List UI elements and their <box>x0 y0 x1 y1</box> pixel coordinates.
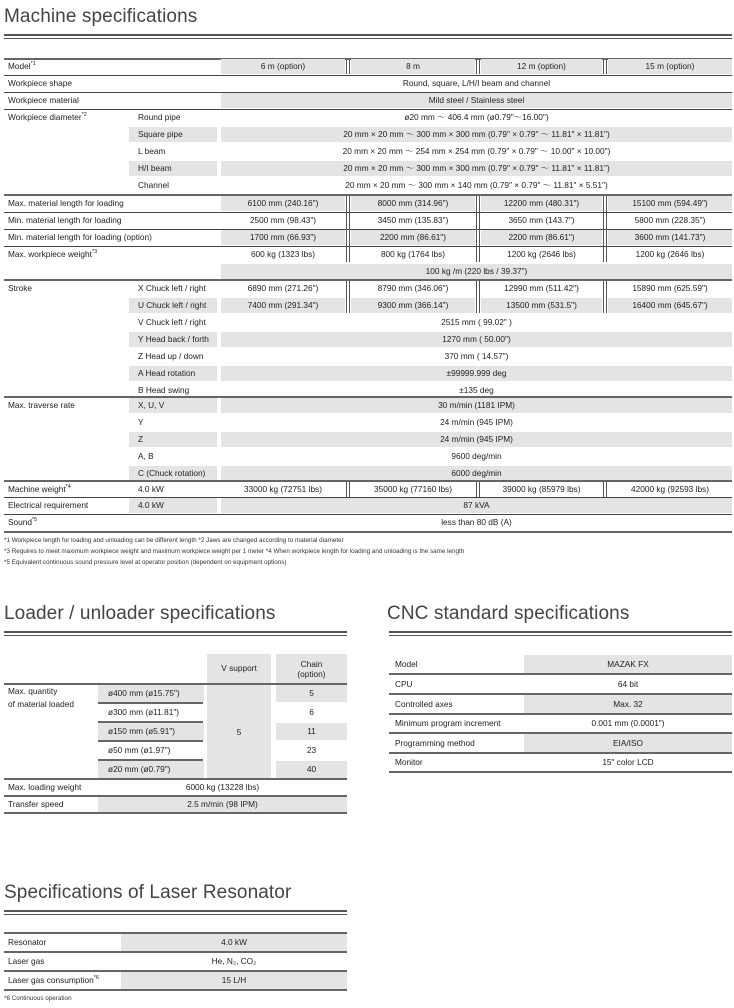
machine-weight-6m: 33000 kg (72751 lbs) <box>244 484 322 494</box>
stroke-x-8m: 8790 mm (346.06") <box>377 283 449 293</box>
shape-value: Round, square, L/H/I beam and channel <box>402 78 551 88</box>
electrical-value: 87 kVA <box>221 498 732 513</box>
stroke-x-label: X Chuck left / right <box>138 283 206 293</box>
max-length-6m: 6100 mm (240.16") <box>221 196 345 211</box>
transfer-speed-value: 2.5 m/min (98 IPM) <box>98 797 347 812</box>
electrical-sub: 4.0 kW <box>129 498 217 513</box>
max-length-label: Max. material length for loading <box>8 198 124 208</box>
title-rule-thin <box>4 38 732 39</box>
diameter-square-value: 20 mm × 20 mm ～ 300 mm × 300 mm (0.79" × 0.79" ～ 11.81" × 11.81") <box>221 127 732 142</box>
loader-size-50: ø50 mm (ø1.97") <box>108 745 171 755</box>
col-sep <box>476 482 480 497</box>
cnc-model-value: MAZAK FX <box>524 655 732 673</box>
stroke-v-value: 2515 mm ( 99.02" ) <box>441 317 512 327</box>
traverse-xuv-label: X, U, V <box>129 398 217 413</box>
traverse-c-label: C (Chuck rotation) <box>129 466 217 481</box>
loader-chain-400: 5 <box>276 685 347 702</box>
diameter-label: Workpiece diameter$^{*2}$ <box>8 112 87 122</box>
traverse-c-value: 6000 deg/min <box>221 466 732 481</box>
stroke-b-value: ±135 deg <box>459 385 494 395</box>
col-chain <box>276 654 347 683</box>
electrical-label: Electrical requirement <box>8 500 89 510</box>
title-rule-thin <box>4 635 347 636</box>
loader-chain-300: 6 <box>309 707 314 717</box>
laser-gas-label: Laser gas <box>8 956 45 966</box>
cnc-axes-label: Controlled axes <box>395 699 453 709</box>
material-value: Mild steel / Stainless steel <box>221 93 732 108</box>
col-chain-line2: (option) <box>297 669 326 679</box>
cnc-axes-value: Max. 32 <box>524 695 732 713</box>
col-sep <box>476 59 480 74</box>
qty-label <box>8 685 74 711</box>
title-rule <box>4 910 347 912</box>
machine-weight-15m: 42000 kg (92593 lbs) <box>631 484 709 494</box>
max-length-12m: 12200 mm (480.31") <box>481 196 602 211</box>
footnote-2: *3 Requires to meet maximum workpiece weight and maximum workpiece weight per 1 meter *4 When workpiece length for loading and unloading is the same length <box>4 548 465 555</box>
max-loading-weight-value: 6000 kg (13228 lbs) <box>185 782 260 792</box>
min-length-option-12m: 2200 mm (86.61") <box>481 230 602 245</box>
col-sep <box>603 482 607 497</box>
min-length-option-15m: 3600 mm (141.73") <box>608 230 732 245</box>
col-sep <box>346 281 350 313</box>
stroke-u-8m: 9300 mm (366.14") <box>351 298 475 313</box>
footnote-1: *1 Workpiece length for loading and unloading can be different length *2 Jaws are changed according to material diameter <box>4 537 344 544</box>
qty-label-line2: of material loaded <box>8 699 74 709</box>
diameter-round-value: ø20 mm ～ 406.4 mm (ø0.79"～16.00") <box>404 112 549 122</box>
diameter-round-label: Round pipe <box>138 112 181 122</box>
traverse-xuv-value: 30 m/min (1181 IPM) <box>221 398 732 413</box>
cnc-programming-value: EIA/ISO <box>524 734 732 752</box>
cnc-monitor-value: 15" color LCD <box>602 757 654 767</box>
title-rule <box>4 34 732 36</box>
stroke-z-value: 370 mm ( 14.57") <box>444 351 509 361</box>
wp-weight-6m: 600 kg (1323 lbs) <box>250 249 316 259</box>
model-6m: 6 m (option) <box>221 59 345 74</box>
traverse-z-label: Z <box>129 432 217 447</box>
loader-size-150: ø150 mm (ø5.91") <box>98 723 204 740</box>
diameter-hbeam-value: 20 mm × 20 mm ～ 300 mm × 300 mm (0.79" × 0.79" ～ 11.81" × 11.81") <box>221 161 732 176</box>
row-divider <box>4 531 732 533</box>
loader-size-20: ø20 mm (ø0.79") <box>98 761 204 778</box>
stroke-x-15m: 15890 mm (625.59") <box>632 283 708 293</box>
col-sep <box>476 196 480 262</box>
wp-weight-per-meter: 100 kg /m (220 lbs / 39.37") <box>221 264 732 279</box>
traverse-y-label: Y <box>138 417 144 427</box>
diameter-square-label: Square pipe <box>129 127 217 142</box>
model-15m: 15 m (option) <box>608 59 732 74</box>
cnc-programming-label: Programming method <box>395 738 475 748</box>
sound-label: Sound$^{*5}$ <box>8 517 38 527</box>
wp-weight-8m: 800 kg (1764 lbs) <box>380 249 446 259</box>
row-divider <box>389 771 732 773</box>
max-length-15m: 15100 mm (594.49") <box>608 196 732 211</box>
col-sep <box>603 281 607 313</box>
stroke-x-12m: 12990 mm (511.42") <box>504 283 579 293</box>
stroke-u-15m: 16400 mm (645.67") <box>608 298 732 313</box>
max-length-8m: 8000 mm (314.96") <box>351 196 475 211</box>
stroke-y-label: Y Head back / forth <box>129 332 217 347</box>
col-sep <box>476 281 480 313</box>
loader-chain-50: 23 <box>306 745 317 755</box>
traverse-z-value: 24 m/min (945 IPM) <box>221 432 732 447</box>
v-support-value: 5 <box>207 685 271 779</box>
diameter-hbeam-label: H/I beam <box>129 161 217 176</box>
stroke-u-label: U Chuck left / right <box>129 298 217 313</box>
laser-gas-consumption-value: 15 L/H <box>121 972 347 989</box>
machine-spec-title: Machine specifications <box>4 6 198 27</box>
model-label: Model$^{*1}$ <box>8 61 36 71</box>
laser-gas-value: He, N₂, CO₂ <box>211 956 257 966</box>
loader-chain-150: 11 <box>276 723 347 740</box>
stroke-u-6m: 7400 mm (291.34") <box>221 298 345 313</box>
min-length-option-6m: 1700 mm (66.93") <box>221 230 345 245</box>
col-sep <box>346 482 350 497</box>
col-sep <box>346 196 350 262</box>
loader-spec-title: Loader / unloader specifications <box>4 603 276 624</box>
row-divider <box>4 812 347 814</box>
cnc-spec-title: CNC standard specifications <box>387 603 630 624</box>
traverse-ab-label: A, B <box>138 451 154 461</box>
wp-weight-label: Max. workpiece weight$^{*3}$ <box>8 249 98 259</box>
machine-weight-12m: 39000 kg (85979 lbs) <box>502 484 581 494</box>
stroke-a-value: ±99999.999 deg <box>221 366 732 381</box>
col-chain-line1: Chain <box>300 659 323 669</box>
resonator-label: Resonator <box>8 937 47 947</box>
footnote-3: *5 Equivalent continuous sound pressure level at operator position (dependent on equipment options) <box>4 559 287 566</box>
qty-label-line1: Max. quantity <box>8 686 58 696</box>
wp-weight-15m: 1200 kg (2646 lbs) <box>635 249 705 259</box>
row-divider <box>4 989 347 991</box>
diameter-channel-value: 20 mm × 20 mm ～ 300 mm × 140 mm (0.79" × 0.79" ～ 11.81" × 5.51") <box>345 180 608 190</box>
traverse-label: Max. traverse rate <box>8 400 75 410</box>
stroke-x-6m: 6890 mm (271.26") <box>247 283 319 293</box>
diameter-lbeam-label: L beam <box>138 146 166 156</box>
stroke-b-label: B Head swing <box>138 385 190 395</box>
min-length-label: Min. material length for loading <box>8 215 122 225</box>
material-label: Workpiece material <box>8 95 79 105</box>
sound-value: less than 80 dB (A) <box>441 517 512 527</box>
laser-footnote: *6 Continuous operation <box>4 995 72 1002</box>
cnc-increment-value: 0.001 mm (0.0001") <box>591 718 665 728</box>
cnc-increment-label: Minimum program increment <box>395 718 501 728</box>
cnc-cpu-label: CPU <box>395 679 413 689</box>
cnc-monitor-label: Monitor <box>395 757 423 767</box>
model-12m: 12 m (option) <box>481 59 602 74</box>
laser-gas-consumption-label: Laser gas consumption$^{*6}$ <box>8 975 99 985</box>
cnc-cpu-value: 64 bit <box>617 679 639 689</box>
stroke-label: Stroke <box>8 283 32 293</box>
wp-weight-12m: 1200 kg (2646 lbs) <box>507 249 576 259</box>
max-loading-weight-label: Max. loading weight <box>8 782 82 792</box>
col-sep <box>603 196 607 262</box>
shape-label: Workpiece shape <box>8 78 72 88</box>
traverse-ab-value: 9600 deg/min <box>451 451 502 461</box>
diameter-channel-label: Channel <box>138 180 169 190</box>
stroke-v-label: V Chuck left / right <box>138 317 206 327</box>
machine-weight-sub: 4.0 kW <box>138 484 164 494</box>
traverse-y-value: 24 m/min (945 IPM) <box>440 417 513 427</box>
stroke-z-label: Z Head up / down <box>138 351 204 361</box>
title-rule-thin <box>4 914 347 915</box>
min-length-12m: 3650 mm (143.7") <box>508 215 575 225</box>
title-rule <box>4 631 347 633</box>
min-length-15m: 5800 mm (228.35") <box>634 215 706 225</box>
min-length-8m: 3450 mm (135.83") <box>377 215 449 225</box>
cnc-model-label: Model <box>395 659 418 669</box>
title-rule-thin <box>389 635 732 636</box>
min-length-6m: 2500 mm (98.43") <box>249 215 317 225</box>
title-rule <box>389 631 732 633</box>
loader-size-400: ø400 mm (ø15.75") <box>98 685 204 702</box>
col-sep <box>603 59 607 74</box>
stroke-u-12m: 13500 mm (531.5") <box>481 298 602 313</box>
stroke-a-label: A Head rotation <box>129 366 217 381</box>
machine-weight-label: Machine weight$^{*4}$ <box>8 484 71 494</box>
resonator-value: 4.0 kW <box>121 934 347 951</box>
stroke-y-value: 1270 mm ( 50.00") <box>221 332 732 347</box>
col-sep <box>346 59 350 74</box>
loader-size-300: ø300 mm (ø11.81") <box>108 707 180 717</box>
machine-weight-8m: 35000 kg (77160 lbs) <box>374 484 452 494</box>
loader-chain-20: 40 <box>276 761 347 778</box>
col-v-support: V support <box>207 654 271 683</box>
min-length-option-label: Min. material length for loading (option) <box>8 232 152 242</box>
laser-spec-title: Specifications of Laser Resonator <box>4 882 292 903</box>
transfer-speed-label: Transfer speed <box>8 799 64 809</box>
diameter-lbeam-value: 20 mm × 20 mm ～ 254 mm × 254 mm (0.79" × 0.79" ～ 10.00" × 10.00") <box>342 146 611 156</box>
model-8m: 8 m <box>351 59 475 74</box>
min-length-option-8m: 2200 mm (86.61") <box>351 230 475 245</box>
